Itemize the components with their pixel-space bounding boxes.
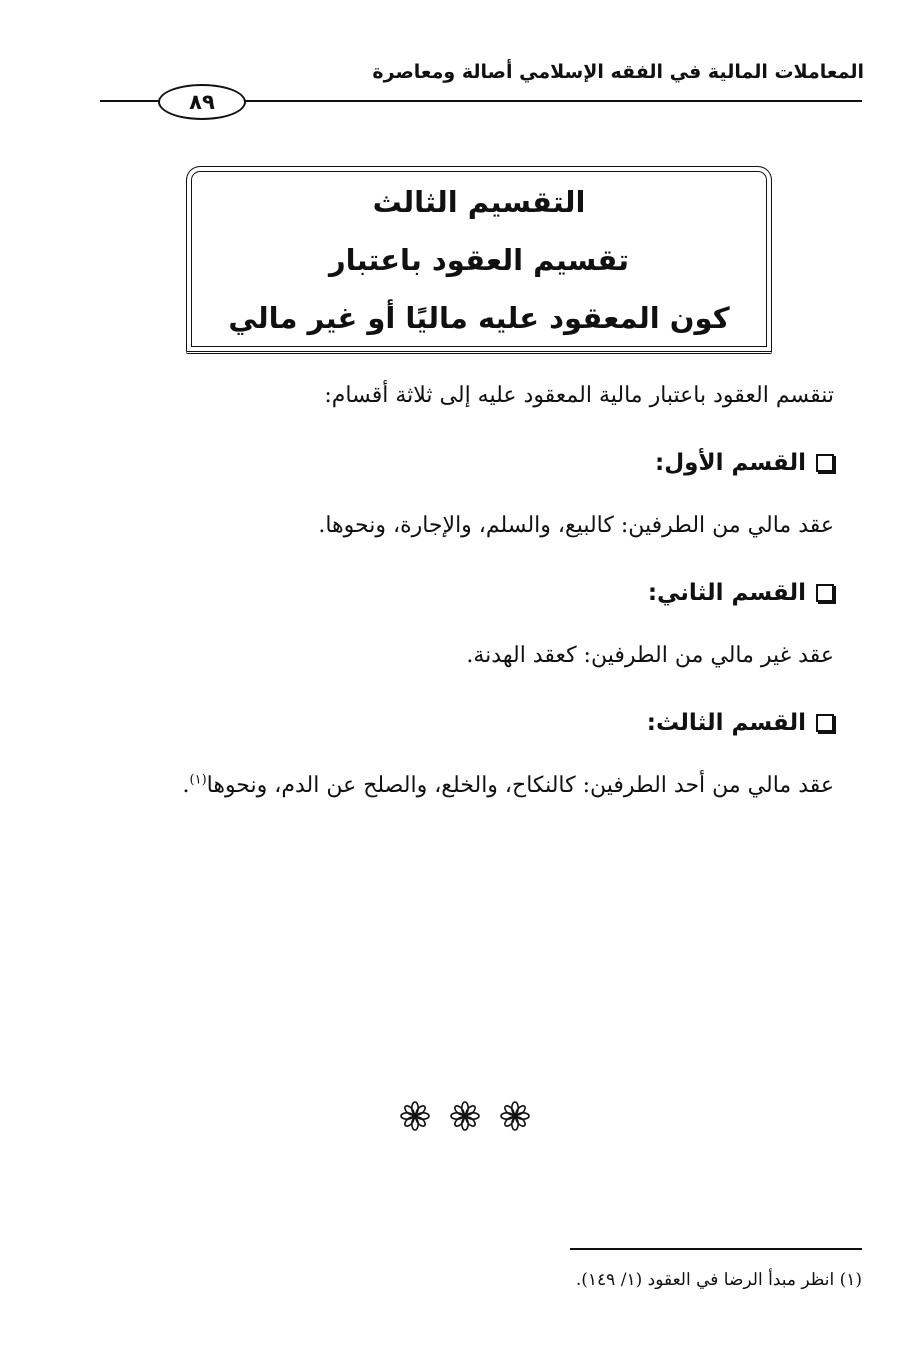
main-content: [62, 376, 834, 832]
section-text-third-body: عقد مالي من أحد الطرفين: كالنكاح، والخلع، والصلح عن الدم، ونحوها: [206, 773, 834, 798]
section-end-ornaments: [400, 1096, 530, 1136]
flower-ornament-icon: [400, 1101, 430, 1131]
footnote-rule: [570, 1248, 862, 1250]
running-head-title: المعاملات المالية في الفقه الإسلامي أصالة ومعاصرة: [372, 61, 864, 83]
title-line-2: تقسيم العقود باعتبار: [328, 243, 630, 277]
footnote-text: (١) انظر مبدأ الرضا في العقود (١/ ١٤٩).: [575, 1270, 862, 1290]
chapter-title-box: [186, 166, 772, 354]
section-heading-third: [62, 702, 834, 744]
checkbox-icon: [816, 454, 834, 472]
section-heading-second: [62, 572, 834, 614]
section-heading-label: القسم الثالث:: [646, 710, 806, 736]
section-text-first: عقد مالي من الطرفين: كالبيع، والسلم، والإجارة، ونحوها.: [318, 513, 834, 538]
section-heading-label: القسم الأول:: [655, 450, 806, 476]
checkbox-icon: [816, 584, 834, 602]
checkbox-icon: [816, 714, 834, 732]
intro-paragraph: تنقسم العقود باعتبار مالية المعقود عليه إلى ثلاثة أقسام:: [324, 383, 834, 408]
section-text-second: عقد غير مالي من الطرفين: كعقد الهدنة.: [466, 643, 834, 668]
title-line-1: التقسيم الثالث: [372, 185, 586, 219]
section-heading-first: [62, 442, 834, 484]
section-text-third: [62, 766, 834, 806]
title-line-3: كون المعقود عليه ماليًا أو غير مالي: [228, 301, 730, 335]
section-text-third-end: .: [182, 773, 190, 798]
section-heading-label: القسم الثاني:: [647, 580, 806, 606]
flower-ornament-icon: [500, 1101, 530, 1131]
page-number: ٨٩: [158, 84, 246, 120]
flower-ornament-icon: [450, 1101, 480, 1131]
footnote-marker[interactable]: (١): [189, 772, 207, 788]
